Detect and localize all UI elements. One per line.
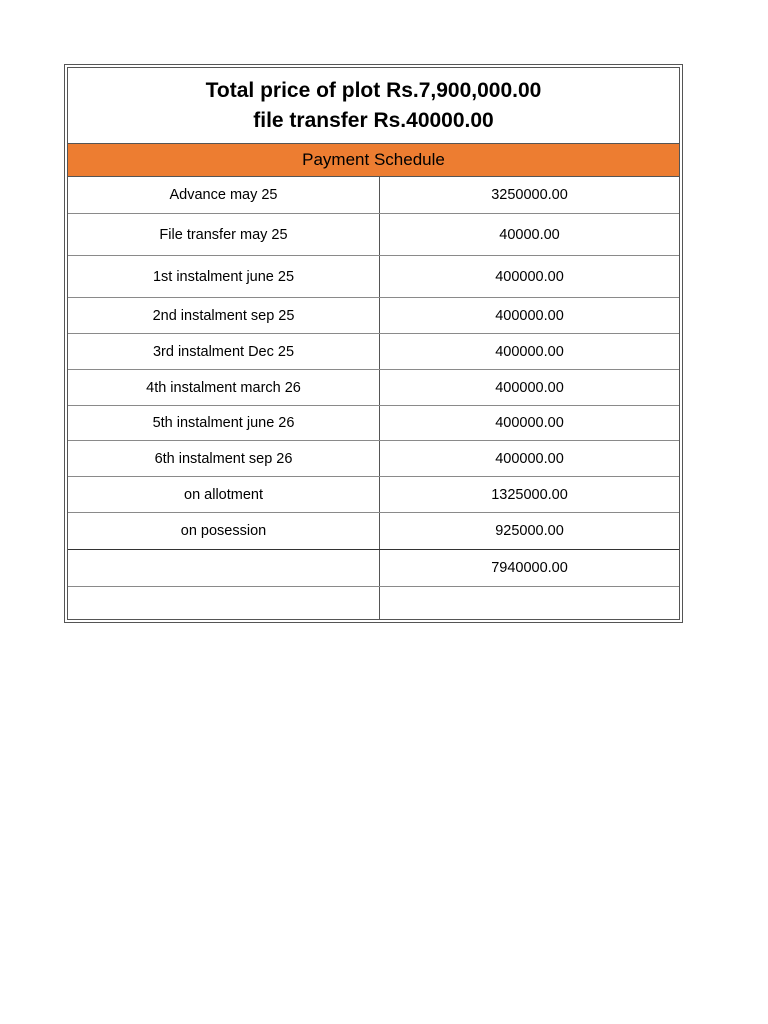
row-label: on posession — [68, 513, 380, 549]
row-amount: 925000.00 — [495, 523, 564, 539]
schedule-rows — [68, 177, 679, 619]
payment-schedule-sheet — [64, 64, 683, 623]
row-amount: 40000.00 — [499, 226, 560, 243]
total-amount: 7940000.00 — [491, 560, 568, 576]
row-label: File transfer may 25 — [68, 214, 380, 255]
table-row — [68, 214, 679, 256]
row-label: 5th instalment june 26 — [68, 406, 380, 440]
row-label: 4th instalment march 26 — [68, 370, 380, 405]
row-amount: 400000.00 — [495, 379, 564, 396]
total-row — [68, 550, 679, 587]
row-amount: 400000.00 — [495, 268, 564, 285]
row-label: 1st instalment june 25 — [68, 256, 380, 297]
row-label: 6th instalment sep 26 — [68, 441, 380, 476]
row-amount: 1325000.00 — [491, 486, 568, 503]
row-amount: 400000.00 — [495, 450, 564, 467]
row-label: 2nd instalment sep 25 — [68, 298, 380, 333]
row-amount: 400000.00 — [495, 415, 564, 431]
row-amount: 3250000.00 — [491, 187, 568, 203]
row-amount — [380, 587, 679, 619]
table-row — [68, 256, 679, 298]
total-label — [68, 550, 380, 586]
table-row — [68, 370, 679, 406]
table-row — [68, 477, 679, 513]
table-row — [68, 441, 679, 477]
table-row — [68, 406, 679, 441]
row-amount: 400000.00 — [495, 307, 564, 324]
row-label: on allotment — [68, 477, 380, 512]
table-row — [68, 513, 679, 550]
row-label — [68, 587, 380, 619]
table-row — [68, 334, 679, 370]
row-label: Advance may 25 — [68, 177, 380, 213]
file-transfer-title: file transfer Rs.40000.00 — [253, 108, 494, 132]
row-label: 3rd instalment Dec 25 — [68, 334, 380, 369]
title-block — [68, 68, 679, 144]
row-amount: 400000.00 — [495, 343, 564, 360]
payment-schedule-header: Payment Schedule — [68, 144, 679, 177]
payment-schedule-table — [67, 67, 680, 620]
table-row — [68, 298, 679, 334]
total-price-title: Total price of plot Rs.7,900,000.00 — [205, 78, 542, 102]
table-row — [68, 177, 679, 214]
empty-row — [68, 587, 679, 619]
